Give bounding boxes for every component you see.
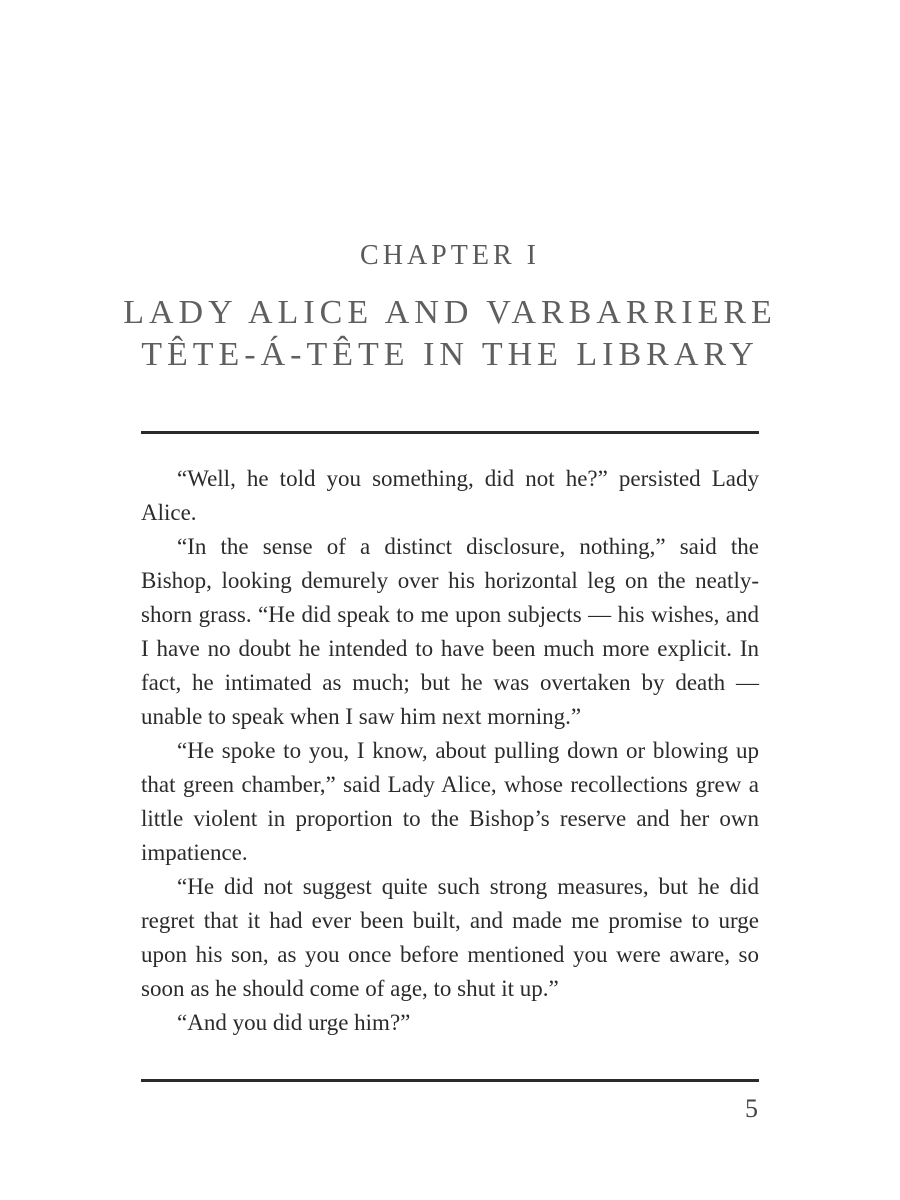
top-rule [141, 431, 759, 434]
paragraph: “In the sense of a distinct disclosure, nothing,” said the Bishop, looking demurely over his horizontal leg on the neatly-shorn grass. “He did speak to me upon subjects — his wishes, and I have no doubt he intended to have been much more explicit. In fact, he intimated as much; but he was overtaken by death — unable to speak when I saw him next morning.” [141, 534, 759, 729]
body-text [141, 462, 759, 1040]
paragraph: “Well, he told you something, did not he?” persisted Lady Alice. [141, 466, 759, 525]
paragraph: “And you did urge him?” [177, 1010, 411, 1035]
paragraph: “He did not suggest quite such strong measures, but he did regret that it had ever been built, and made me promise to urge upon his son, as you once before mentioned you were aware, so soon as he should come of age, to shut it up.” [141, 874, 759, 1001]
page-number: 5 [745, 1094, 758, 1123]
paragraph: “He spoke to you, I know, about pulling down or blowing up that green chamber,” said Lady Alice, whose recollections grew a little violent in proportion to the Bishop’s reserve and her own impatience. [141, 738, 759, 865]
chapter-title: LADY ALICE AND VARBARRIERE TÊTE-Á-TÊTE IN THE LIBRARY [123, 294, 777, 373]
bottom-rule [141, 1079, 759, 1082]
chapter-label: CHAPTER I [360, 240, 540, 271]
